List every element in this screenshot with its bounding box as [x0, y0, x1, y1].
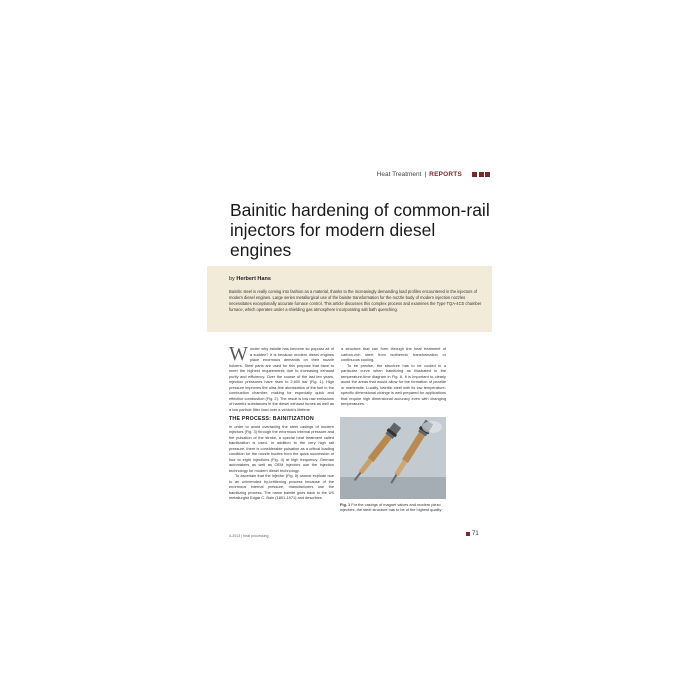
page-number: 71 [472, 531, 479, 537]
header-separator: | [424, 170, 427, 178]
paragraph: To be precise, the structure has to be cooled in a particular curve when bainitizing as illustrated in the temperature-time diagram in Fig. 6. It is important to clearly avoid the areas that would allow for the formation of pearlite or martensite. Luckily, bainitic steel with its low temperature-specific dimensional change is well prepared for applications that require high dimensional accuracy even with changing temperatures. [341, 362, 446, 406]
column-right [341, 346, 446, 407]
column-left [229, 343, 334, 501]
footer-publication: 4-2013 | heat processing [229, 534, 269, 538]
caption-label: Fig. 1 [340, 502, 351, 507]
paragraph: a structure that can form through the heat treatment of carbon-rich steel from isothermic transformation or continuous cooling. [341, 346, 446, 362]
byline-box [207, 266, 492, 332]
intro-paragraph [229, 343, 334, 412]
page-number-block [466, 531, 479, 537]
figure-injectors-photo [340, 417, 446, 499]
intro-text: onder why bainite has become so popular all of a sudden? It is because modern diesel engines place enormous demands on their nozzle holders. Steel parts are used for this purpose that have to meet the highest requirements due to increasing exhaust purity and efficiency. Over the course of the last ten years, injection pressures have risen to 2,600 bar (Fig. 1). High pressure improves the ultra-fine atomization of the fuel in the combustion chamber, making for especially quick and effective combustion (Fig. 2). The result is low raw emissions of harmful substances in the diesel exhaust fumes as well as a low particle filter load over a vehicle's lifetime. [229, 346, 334, 412]
figure-caption [340, 502, 446, 512]
caption-text: For the casings of magnet valves and modern piezo injectors, the steel structure has to be of the highest quality [340, 502, 442, 513]
header-label: REPORTS [429, 170, 462, 178]
page-marker-icon [466, 532, 470, 536]
header-section: Heat Treatment [376, 170, 422, 178]
injectors-illustration [340, 417, 446, 499]
article-title: Bainitic hardening of common-rail injectors for modern diesel engines [230, 200, 490, 260]
running-header [377, 169, 490, 179]
paragraph: In order to avoid overtaxing the steel casings of modern injectors (Fig. 3) through the enormous internal pressure and the pulsation of the stroke, a special heat treatment called bainitization is used. In addition to the very high rail pressure, there is considerable pulsation as a critical loading condition for the nozzle bodies from the quick succession of four to eight injections (Fig. 4) at high frequency. German automakers as well as OEM injectors use the injection technology for modern diesel technology. [229, 423, 334, 473]
paragraph: To ascertain that the injector (Fig. 5) cannot explode due to an unintended by-brittlening process because of the enormous internal pressure, manufacturers use the bainitizing process. The name bainite goes back to the US metallurgist Edgar C. Bain (1891-1971) and describes [229, 473, 334, 500]
header-squares-icon [472, 172, 490, 177]
byline-prefix: by [229, 276, 235, 282]
author-name: Herbert Hans [236, 276, 271, 282]
byline [229, 276, 271, 282]
abstract: Bainitic steel is really coming into fashion as a material, thanks to the increasingly demanding load profiles encountered in the injectors of modern diesel engines. Large series metallurgical use of the bainite transformation for the nozzle body of modern injection nozzles necessitates exceptionally accurate furnace control. This article discusses this complex process and examines the Type TQA-4CS chamber furnace, which operates under a shielding gas atmosphere incorporating salt bath quenching. [229, 289, 482, 312]
section-heading: THE PROCESS: BAINITIZATION [229, 416, 314, 422]
drop-cap: W [229, 343, 248, 365]
